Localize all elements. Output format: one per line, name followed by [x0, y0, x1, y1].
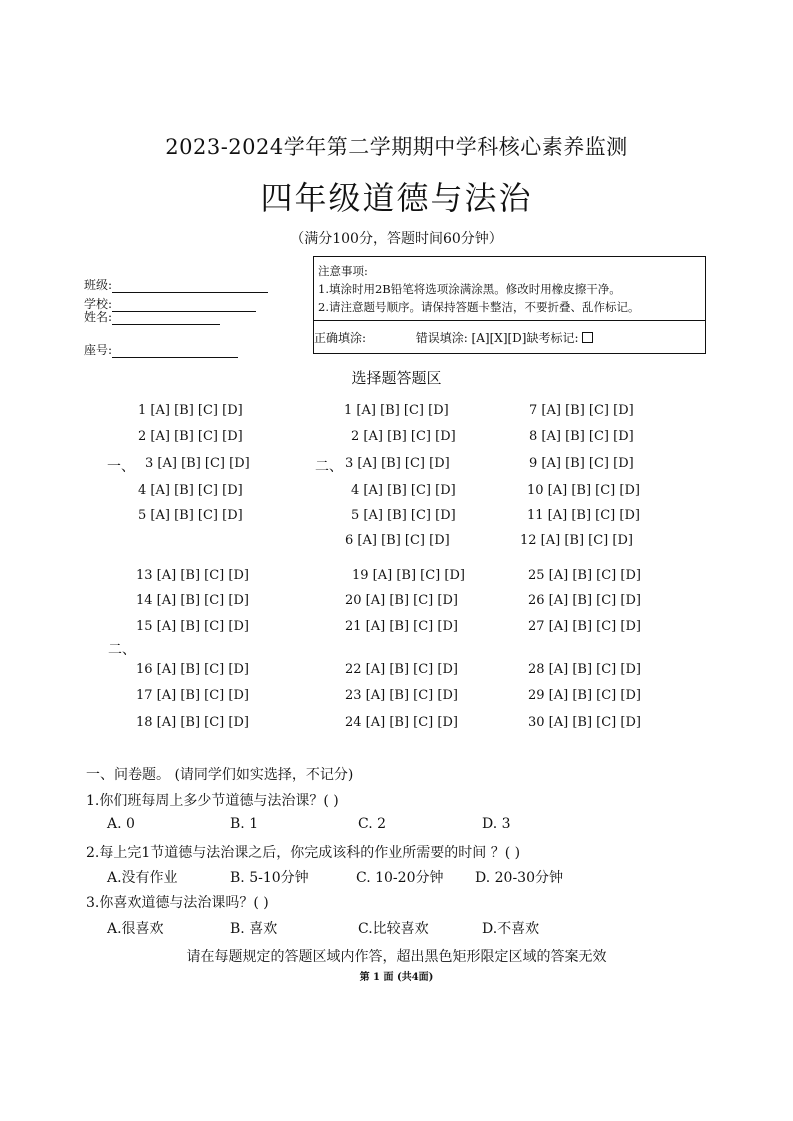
answer-row[interactable]: 28 [A] [B] [C] [D]	[528, 662, 641, 677]
answer-row[interactable]: 10 [A] [B] [C] [D]	[527, 483, 640, 498]
answer-row[interactable]: 6 [A] [B] [C] [D]	[345, 533, 450, 548]
survey-question-1: 1.你们班每周上多少节道德与法治课？( )	[86, 793, 339, 809]
notice-divider	[314, 320, 705, 321]
q1-option-c[interactable]: C. 2	[358, 816, 387, 832]
exam-note: （满分100分，答题时间60分钟）	[290, 231, 503, 247]
answer-row[interactable]: 8 [A] [B] [C] [D]	[529, 429, 634, 444]
answer-row[interactable]: 2 [A] [B] [C] [D]	[138, 429, 243, 444]
answer-row[interactable]: 3 [A] [B] [C] [D]	[145, 456, 250, 471]
q1-option-a[interactable]: A. 0	[107, 816, 135, 832]
answer-row[interactable]: 5 [A] [B] [C] [D]	[138, 508, 243, 523]
group-three-label: 二、	[108, 642, 136, 658]
q2-option-d[interactable]: D. 20-30分钟	[475, 870, 563, 886]
answer-row[interactable]: 2 [A] [B] [C] [D]	[351, 429, 456, 444]
q2-option-a[interactable]: A.没有作业	[107, 870, 178, 886]
notice-box	[313, 256, 706, 354]
answer-row[interactable]: 9 [A] [B] [C] [D]	[529, 456, 634, 471]
name-label: 姓名:	[84, 310, 113, 324]
answer-row[interactable]: 13 [A] [B] [C] [D]	[136, 568, 249, 583]
answer-row[interactable]: 3 [A] [B] [C] [D]	[345, 456, 450, 471]
q2-option-c[interactable]: C. 10-20分钟	[356, 870, 444, 886]
answer-row[interactable]: 4 [A] [B] [C] [D]	[138, 483, 243, 498]
survey-question-2: 2.每上完1节道德与法治课之后，你完成该科的作业所需要的时间 ？( )	[86, 845, 521, 861]
answer-row[interactable]: 16 [A] [B] [C] [D]	[136, 662, 249, 677]
answer-row[interactable]: 19 [A] [B] [C] [D]	[352, 568, 465, 583]
answer-row[interactable]: 22 [A] [B] [C] [D]	[345, 662, 458, 677]
seat-field[interactable]	[84, 341, 238, 358]
answer-row[interactable]: 12 [A] [B] [C] [D]	[520, 533, 633, 548]
seat-underline[interactable]	[112, 345, 238, 358]
q3-option-a[interactable]: A.很喜欢	[107, 921, 164, 937]
answer-row[interactable]: 20 [A] [B] [C] [D]	[345, 593, 458, 608]
answer-row[interactable]: 15 [A] [B] [C] [D]	[136, 619, 249, 634]
correct-fill-label: 正确填涂:	[314, 331, 367, 345]
answer-row[interactable]: 30 [A] [B] [C] [D]	[528, 715, 641, 730]
answer-row[interactable]: 24 [A] [B] [C] [D]	[345, 715, 458, 730]
survey-heading: 一、问卷题。 (请同学们如实选择，不记分)	[86, 767, 354, 783]
q1-option-d[interactable]: D. 3	[482, 816, 511, 832]
class-underline[interactable]	[112, 280, 268, 293]
answer-row[interactable]: 27 [A] [B] [C] [D]	[528, 619, 641, 634]
answer-row[interactable]: 29 [A] [B] [C] [D]	[528, 688, 641, 703]
answer-row[interactable]: 4 [A] [B] [C] [D]	[351, 483, 456, 498]
answer-row[interactable]: 1 [A] [B] [C] [D]	[344, 403, 449, 418]
survey-question-3: 3.你喜欢道德与法治课吗？( )	[86, 895, 269, 911]
exam-title: 2023-2024学年第二学期期中学科核心素养监测	[165, 135, 628, 159]
answer-row[interactable]: 25 [A] [B] [C] [D]	[528, 568, 641, 583]
answer-row[interactable]: 21 [A] [B] [C] [D]	[345, 619, 458, 634]
q3-option-c[interactable]: C.比较喜欢	[358, 921, 429, 937]
answer-row[interactable]: 17 [A] [B] [C] [D]	[136, 688, 249, 703]
answer-row[interactable]: 7 [A] [B] [C] [D]	[529, 403, 634, 418]
subject-title: 四年级道德与法治	[260, 179, 533, 217]
class-field[interactable]	[84, 276, 268, 293]
notice-title: 注意事项:	[318, 264, 368, 278]
group-one-label: 一、	[107, 459, 135, 475]
q3-option-d[interactable]: D.不喜欢	[482, 921, 540, 937]
q1-option-b[interactable]: B. 1	[230, 816, 259, 832]
fill-example-row	[314, 329, 593, 346]
notice-line-2: 2.请注意题号顺序。请保持答题卡整洁，不要折叠、乱作标记。	[318, 300, 640, 314]
name-field[interactable]	[84, 308, 220, 325]
class-label: 班级:	[84, 278, 113, 292]
answer-row[interactable]: 18 [A] [B] [C] [D]	[136, 715, 249, 730]
answer-row[interactable]: 14 [A] [B] [C] [D]	[136, 593, 249, 608]
answer-row[interactable]: 26 [A] [B] [C] [D]	[528, 593, 641, 608]
school-label: 学校:	[84, 297, 113, 311]
notice-line-1: 1.填涂时用2B铅笔将选项涂满涂黑。修改时用橡皮擦干净。	[318, 282, 621, 296]
answer-row[interactable]: 5 [A] [B] [C] [D]	[351, 508, 456, 523]
answer-row[interactable]: 1 [A] [B] [C] [D]	[138, 403, 243, 418]
seat-label: 座号:	[84, 343, 113, 357]
page-number: 第 1 面 (共4面)	[359, 972, 434, 983]
group-two-label: 二、	[315, 459, 343, 475]
q2-option-b[interactable]: B. 5-10分钟	[230, 870, 309, 886]
name-underline[interactable]	[112, 312, 220, 325]
answer-row[interactable]: 11 [A] [B] [C] [D]	[527, 508, 640, 523]
q3-option-b[interactable]: B. 喜欢	[230, 921, 278, 937]
answer-area-warning: 请在每题规定的答题区域内作答，超出黑色矩形限定区域的答案无效	[186, 949, 607, 965]
answer-row[interactable]: 23 [A] [B] [C] [D]	[345, 688, 458, 703]
absent-checkbox[interactable]	[582, 332, 593, 343]
answer-area-title: 选择题答题区	[351, 369, 442, 387]
wrong-fill-label: 错误填涂: [A][X][D]缺考标记:	[415, 331, 579, 345]
